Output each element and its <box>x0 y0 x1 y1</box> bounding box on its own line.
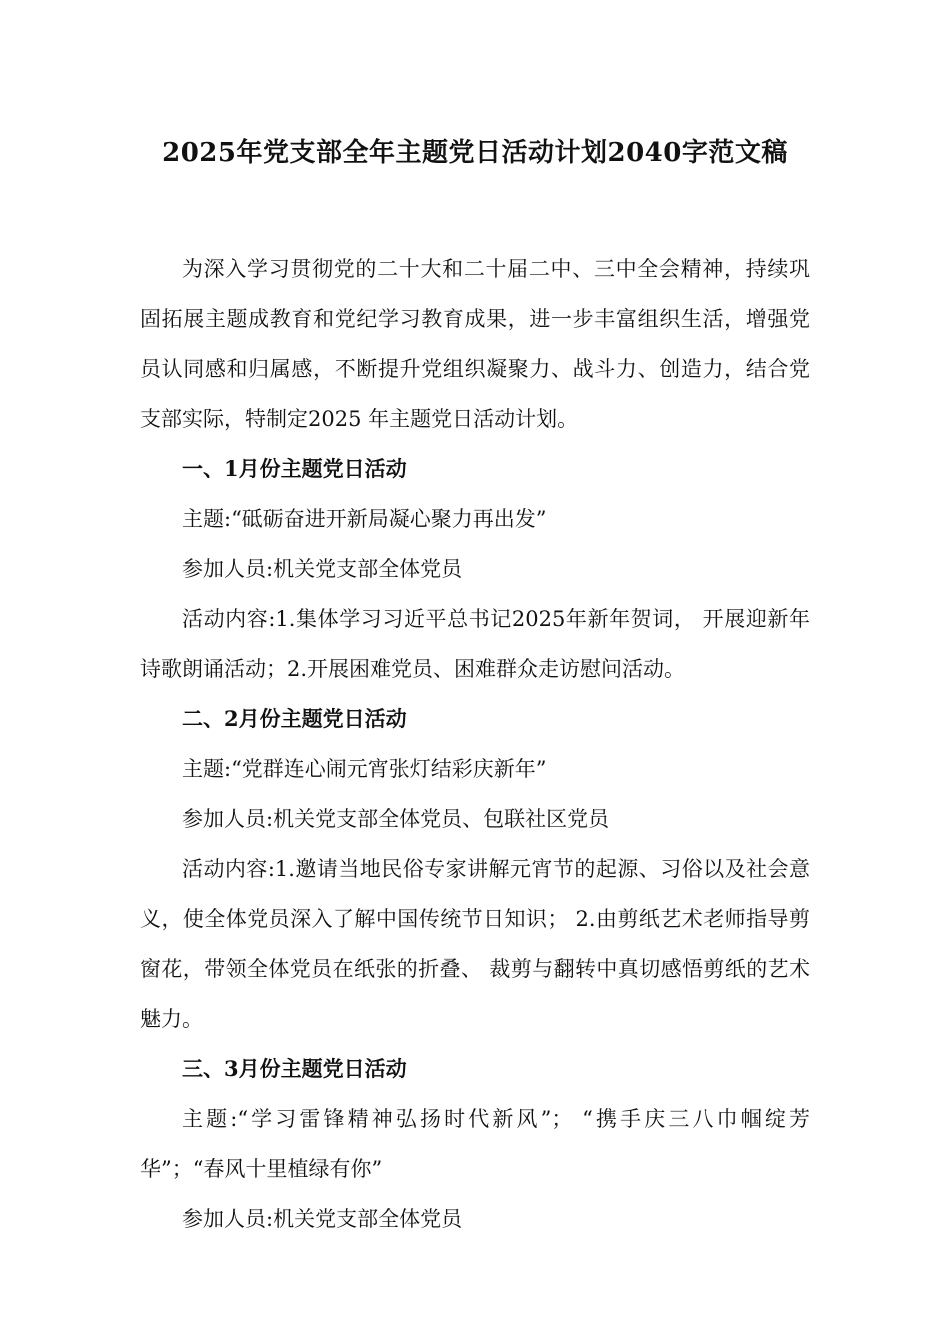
section-participants-march: 参加人员:机关党支部全体党员 <box>182 1207 463 1231</box>
section-participants-january: 参加人员:机关党支部全体党员 <box>182 557 463 581</box>
section-theme-march: 主题:“学习雷锋精神弘扬时代新风”； “携手庆三八巾帼绽芳华”；“春风十里植绿有你” <box>140 1107 810 1181</box>
section-content-february: 活动内容:1.邀请当地民俗专家讲解元宵节的起源、习俗以及社会意义，使全体党员深入了解中国传统节日知识； 2.由剪纸艺术老师指导剪窗花，带领全体党员在纸张的折叠、 裁剪与翻转中真切感悟剪纸的艺术魅力。 <box>140 857 810 1031</box>
section-theme-february: 主题:“党群连心闹元宵张灯结彩庆新年” <box>182 757 547 781</box>
section-heading-february: 二、2月份主题党日活动 <box>182 706 407 731</box>
document-title: 2025年党支部全年主题党日活动计划2040字范文稿 <box>162 138 788 168</box>
section-heading-march: 三、3月份主题党日活动 <box>182 1056 407 1081</box>
section-content-january: 活动内容:1.集体学习习近平总书记2025年新年贺词， 开展迎新年诗歌朗诵活动；2.开展困难党员、困难群众走访慰问活动。 <box>140 607 810 681</box>
section-theme-january: 主题:“砥砺奋进开新局凝心聚力再出发” <box>182 507 547 531</box>
section-heading-january: 一、1月份主题党日活动 <box>182 456 407 481</box>
section-participants-february: 参加人员:机关党支部全体党员、包联社区党员 <box>182 807 610 831</box>
intro-paragraph: 为深入学习贯彻党的二十大和二十届二中、三中全会精神，持续巩固拓展主题成教育和党纪学习教育成果，进一步丰富组织生活，增强党员认同感和归属感，不断提升党组织凝聚力、战斗力、创造力，结合党支部实际，特制定2025 年主题党日活动计划。 <box>140 257 810 431</box>
